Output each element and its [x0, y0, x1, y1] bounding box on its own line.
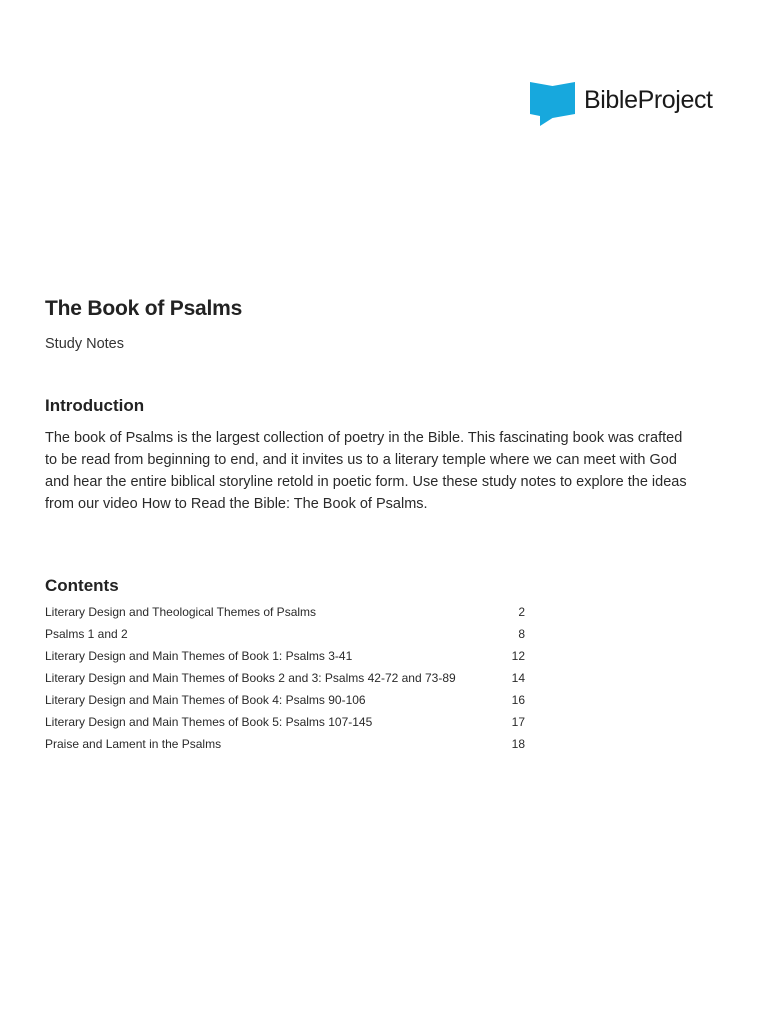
toc-entry-title: Literary Design and Main Themes of Book 4: Psalms 90-106 [45, 693, 366, 707]
toc-entry-page: 17 [511, 715, 525, 729]
toc-entry[interactable] [45, 605, 525, 627]
toc-entry-page: 14 [511, 671, 525, 685]
toc-entry-page: 8 [518, 627, 525, 641]
toc-entry-title: Literary Design and Main Themes of Book 1: Psalms 3-41 [45, 649, 353, 663]
toc-entry[interactable] [45, 671, 525, 693]
document-subtitle: Study Notes [45, 336, 124, 352]
introduction-heading: Introduction [45, 396, 145, 415]
brand-logo [530, 80, 713, 126]
toc-entry-page: 12 [511, 649, 525, 663]
introduction-body: The book of Psalms is the largest collection of poetry in the Bible. This fascinating book was crafted to be read from beginning to end, and it invites us to a literary temple where we can meet with God and hear the entire biblical storyline retold in poetic form. Use these study notes to explore the ideas from our video How to Read the Bible: The Book of Psalms. [45, 430, 687, 512]
toc-entry-title: Psalms 1 and 2 [45, 627, 128, 641]
table-of-contents [45, 605, 525, 759]
toc-entry-page: 18 [511, 737, 525, 751]
toc-entry[interactable] [45, 693, 525, 715]
toc-entry-page: 2 [518, 605, 525, 619]
toc-entry[interactable] [45, 715, 525, 737]
toc-entry-title: Literary Design and Theological Themes of Psalms [45, 605, 317, 619]
brand-name: BibleProject [584, 85, 713, 114]
toc-entry-title: Praise and Lament in the Psalms [45, 737, 222, 751]
toc-entry-title: Literary Design and Main Themes of Book 5: Psalms 107-145 [45, 715, 373, 729]
toc-entry-page: 16 [511, 693, 525, 707]
toc-entry[interactable] [45, 649, 525, 671]
toc-entry-title: Literary Design and Main Themes of Books 2 and 3: Psalms 42-72 and 73-89 [45, 671, 456, 685]
document-title: The Book of Psalms [45, 297, 243, 320]
contents-heading: Contents [45, 576, 119, 595]
toc-entry[interactable] [45, 627, 525, 649]
open-book-flag-icon [530, 80, 575, 126]
toc-entry[interactable] [45, 737, 525, 759]
